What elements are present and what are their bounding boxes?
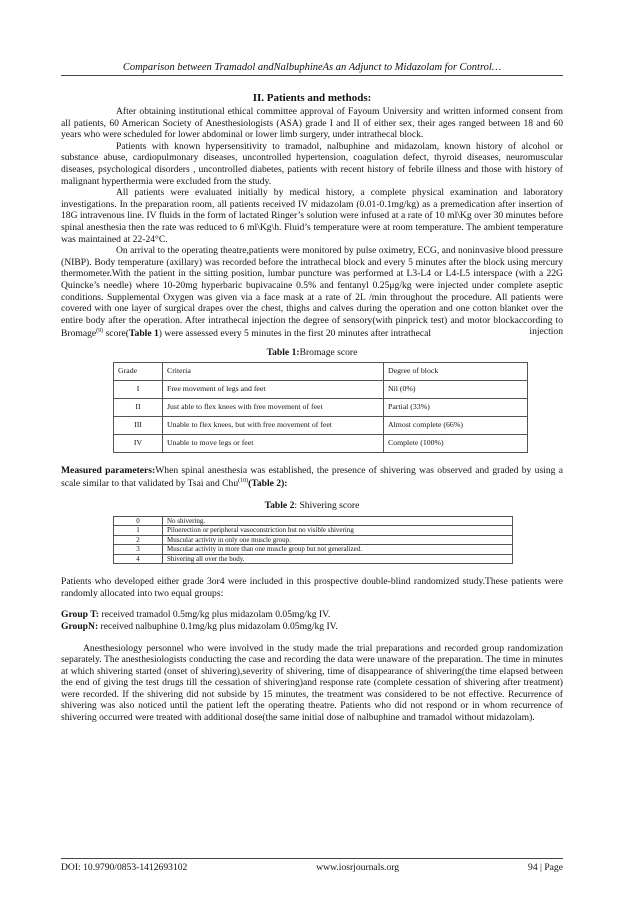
footer-doi: DOI: 10.9790/0853-1412693102	[61, 862, 188, 873]
shivering-table	[113, 516, 513, 565]
criteria-cell: Just able to flex knees with free movement of feet	[163, 398, 384, 416]
body-text	[61, 106, 563, 724]
header-degree: Degree of block	[384, 362, 528, 380]
score-cell: 3	[114, 545, 163, 555]
table-row	[114, 398, 528, 416]
monitoring-text-3: ) were assessed every 5 minutes in the first 20 minutes after intrathecal	[158, 328, 432, 340]
grade-cell: III	[114, 416, 163, 434]
paragraph-groups-intro: Patients who developed either grade 3or4 were included in this prospective double-blind randomized study.These patients were randomly allocated into two equal groups:	[61, 576, 563, 599]
running-head: Comparison between Tramadol andNalbuphineAs an Adjunct to Midazolam for Control…	[61, 62, 563, 76]
paragraph-measured	[61, 465, 563, 490]
header-criteria: Criteria	[163, 362, 384, 380]
score-cell: 1	[114, 526, 163, 536]
description-cell: Muscular activity in only one muscle group.	[163, 535, 513, 545]
score-cell: 2	[114, 535, 163, 545]
monitoring-last-word: injection	[529, 326, 563, 338]
table2-caption-text: : Shivering score	[294, 500, 360, 512]
table-row	[114, 554, 513, 564]
table2-reference: (Table 2):	[248, 478, 288, 490]
group-n-label: GroupN:	[61, 620, 99, 632]
table1-reference: Table 1	[129, 328, 159, 340]
criteria-cell: Free movement of legs and feet	[163, 380, 384, 398]
table-row	[114, 434, 528, 452]
group-n-text: received nalbuphine 0.1mg/kg plus midazolam 0.05mg/kg IV.	[98, 620, 338, 632]
table1-caption-label: Table 1:	[266, 347, 300, 359]
paragraph-exclusion: Patients with known hypersensitivity to tramadol, nalbuphine and midazolam, known history of alcohol or substance abuse, cardiopulmonary diseases, uncontrolled hypertension, coagulation defect, thyroid diseases, neuromuscular diseases, psychological disorders , uncontrolled diabetes, patients with recent history of febrile illness and those with history of malignant hyperthermia were excluded from the study.	[61, 140, 563, 187]
table2-caption-label: Table 2	[264, 500, 295, 512]
table-row	[114, 545, 513, 555]
score-cell: 0	[114, 516, 163, 526]
table-row	[114, 526, 513, 536]
footer-page: 94 | Page	[528, 862, 563, 873]
group-t-text: received tramadol 0.5mg/kg plus midazolam 0.05mg/kg IV.	[99, 609, 331, 621]
paragraph-premedication: All patients were evaluated initially by medical history, a complete physical examination and laboratory investigations. In the preparation room, all patients received IV midazolam (0.01-0.1mg/kg) as a premedication after insertion of 18G intravenous line. IV fluids in the form of lactated Ringer’s solution were infused at a rate of 10 ml\Kg over 30 minutes before spinal anesthesia then the rate was reduced to 6 ml\Kg\h. Fluid’s temperature were at room temperature. The ambient temperature was maintained at 22-24°C.	[61, 187, 563, 245]
paragraph-ethics: After obtaining institutional ethical committee approval of Fayoum University and written informed consent from all patients, 60 American Society of Anesthesiologists (ASA) grade I and II of either sex, their ages ranged between 18 and 60 years who were scheduled for lower abdominal or lower limb surgery, under intrathecal block.	[61, 106, 563, 141]
table-row	[114, 416, 528, 434]
description-cell: Shivering all over the body.	[163, 554, 513, 564]
criteria-cell: Unable to flex knees, but with free movement of feet	[163, 416, 384, 434]
degree-cell: Complete (100%)	[384, 434, 528, 452]
section-title: II. Patients and methods:	[252, 92, 372, 104]
citation-10: (10)	[238, 478, 249, 485]
group-t-label: Group T:	[61, 609, 100, 621]
footer	[61, 858, 563, 873]
table-row	[114, 516, 513, 526]
footer-site: www.iosrjournals.org	[316, 862, 400, 873]
monitoring-text-2: score(	[103, 328, 130, 340]
grade-cell: II	[114, 398, 163, 416]
grade-cell: IV	[114, 434, 163, 452]
degree-cell: Almost complete (66%)	[384, 416, 528, 434]
group-t	[61, 609, 563, 621]
paragraph-blinding: Anesthesiology personnel who were involved in the study made the trial preparations and recorded group randomization separately. The anesthesiologists conducting the case and recording the data were unaware of the preparation. The time in minutes at which shivering started (onset of shivering),severity of shivering, time of disappearance of shivering(the time elapsed between the end of giving the test drugs till the cessation of shivering)and response rate (complete cessation of shivering after treatment) were recorded. If the shivering did not subside by 15 minutes, the treatment was considered to be not effective. Recurrence of shivering was also noticed until the patient left the operating theatre. Patients who did not respond or in whom recurrence of shivering occurred were treated with additional dose(the same initial dose of nalbuphine and tramadol without midazolam).	[61, 642, 563, 724]
group-n	[61, 621, 563, 633]
bromage-table	[113, 362, 528, 453]
description-cell: Muscular activity in more than one muscle group but not generalized.	[163, 545, 513, 555]
table-header-row	[114, 362, 528, 380]
header-grade: Grade	[114, 362, 163, 380]
measured-label: Measured parameters:	[61, 464, 156, 476]
score-cell: 4	[114, 554, 163, 564]
paragraph-monitoring	[61, 245, 563, 340]
degree-cell: Partial (33%)	[384, 398, 528, 416]
degree-cell: Nil (0%)	[384, 380, 528, 398]
description-cell: No shivering.	[163, 516, 513, 526]
table-row	[114, 380, 528, 398]
description-cell: Piloerection or peripheral vasoconstriction but no visible shivering	[163, 526, 513, 536]
grade-cell: I	[114, 380, 163, 398]
table1-caption-text: Bromage score	[299, 347, 358, 359]
criteria-cell: Unable to move legs or feet	[163, 434, 384, 452]
table2-caption	[61, 500, 563, 512]
monitoring-text: On arrival to the operating theatre,patients were monitored by pulse oximetry, ECG, and noninvasive blood pressure (NIBP). Body temperature (axillary) was recorded before the intrathecal block and every 5 minutes after the block using mercury thermometer.With the patient in the sitting position, lumbar puncture was performed at L3-L4 or L4-L5 interspace (with a 22G Quincke’s needle) where 10-20mg hyperbaric bupivacaine 0.5% and fentanyl 0.25μg/kg were injected under complete aseptic conditions. Supplemental Oxygen was given via a face mask at a rate of 2L /min throughout the procedure. All patients were covered with one layer of surgical drapes over the chest, thighs and calves during the operation and one cotton blanket over the entire body after the operation. After intrathecal injection the degree of sensory(with pinprick test) and motor blockaccording to Bromage	[61, 245, 563, 340]
measured-text: When spinal anesthesia was established, the presence of shivering was observed and graded by using a scale similar to that validated by Tsai and Chu	[61, 464, 563, 490]
table1-caption	[61, 347, 563, 359]
citation-9: (9)	[96, 328, 104, 335]
table-row	[114, 535, 513, 545]
